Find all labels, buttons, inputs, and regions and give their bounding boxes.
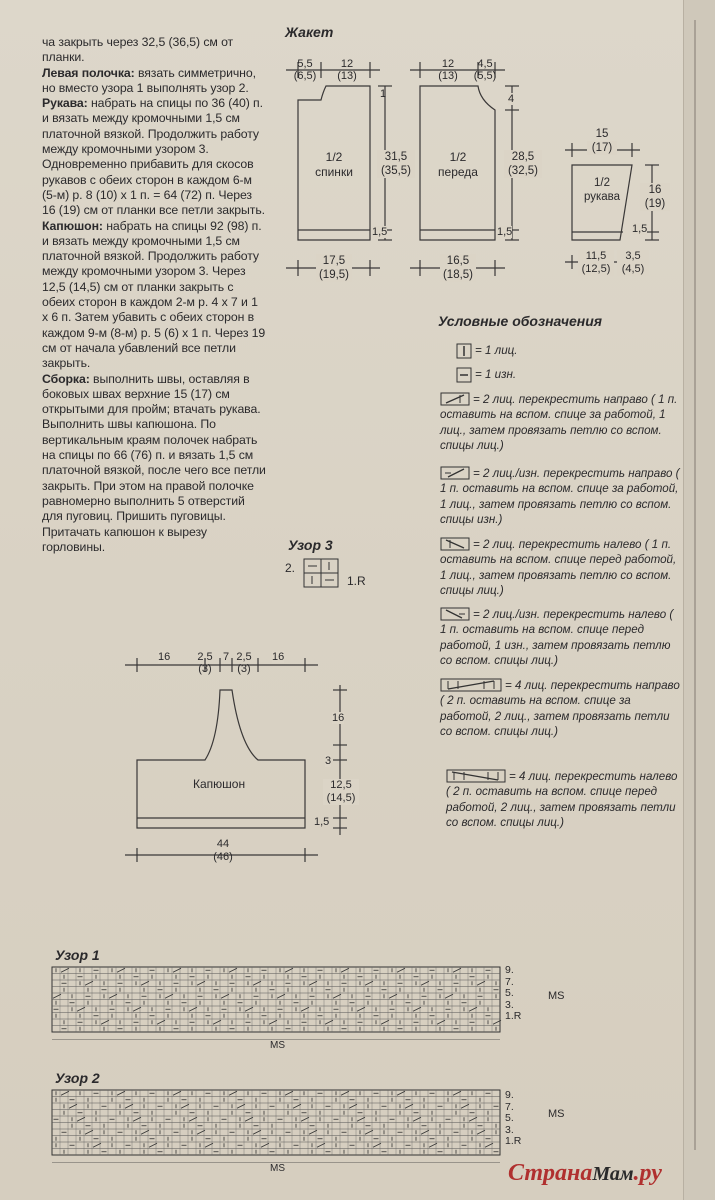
pattern1-row-numbers: 9. 7. 5. 3. 1.R [505,964,522,1022]
legend-item-cable-right: = 4 лиц. перекрестить направо ( 2 п. оставить на вспом. спице за работой, 2 лиц., затем провязать петли со вспом. спицы лиц.) [440,679,680,738]
legend-title: Условные обозначения [438,313,603,329]
sleeve-side: 16 (19) [640,183,670,211]
sleeve-band: 1,5 [632,223,648,235]
hood-top-3: 7 [223,651,230,663]
back-top-b: 12 (13) [337,58,357,82]
paragraph-sleeves: Рукава: набрать на спицы по 36 (40) п. и вязать между кромочными 1,5 см платочной вязкой. Продолжить работу между кромочными узором 3. Одновременно прибавить для скосов рукавов с обеих сторон в каждом 6-м (5-м) р. 8 (10) х 1 п. = 64 (72) п. Через 16 (19) см от планки все петли закрыть. [42,96,265,218]
legend-item-cable-left: = 4 лиц. перекрестить налево ( 2 п. оставить на вспом. спице перед работой, 2 лиц., затем провязать петли со вспом. спицы лиц.) [446,770,678,829]
legend-item-cross-right: = 2 лиц. перекрестить направо ( 1 п. оставить на вспом. спице за работой, 1 лиц., затем провязать петлю со вспом. спицы лиц.) [440,393,678,452]
legend-item-cross-left: = 2 лиц. перекрестить налево ( 1 п. оставить на вспом. спице перед работой, 1 лиц., затем провязать петлю со вспом. спицы лиц.) [440,538,677,597]
sleeve-label: 1/2 рукава [583,177,621,203]
front-band: 1,5 [497,226,513,238]
legend-item-knit: = 1 лиц. [456,343,696,359]
sleeve-top: 15 (17) [587,127,617,155]
pattern1-chart [50,965,550,1040]
pattern1-title: Узор 1 [55,947,100,963]
front-side: 28,5 (32,5) [504,150,542,178]
pattern3-chart [303,558,339,588]
knit-symbol-icon [456,343,472,359]
pattern2-ms-right: MS [548,1108,565,1120]
hood-top-5: 16 [272,651,285,663]
back-label: 1/2 спинки [315,150,353,179]
paragraph-continued: ча закрыть через 32,5 (36,5) см от планки. [42,35,234,65]
pattern1-ms-bottom: MS [270,1040,285,1051]
front-top-b: 4,5 (5,5) [473,58,497,82]
cross-left-symbol-icon [440,537,470,551]
cross-left-purl-symbol-icon [440,607,470,621]
back-band: 1,5 [372,226,388,238]
paragraph-assembly: Сборка: выполнить швы, оставляя в боковых швах верхние 15 (17) см открытыми для пройм; втачать рукава. Выполнить швы капюшона. По вертикальным краям полочек набрать на спицы по 66 (76) п. и вязать 1,5 см платочной вязкой, после чего все петли закрыть. При этом на правой полочке равномерно выполнить 5 отверстий для пуговиц. Пришить пуговицы. Притачать капюшон к вырезу горловины. [42,371,266,554]
hood-label: Капюшон [193,777,246,791]
hood-right-2: 3 [325,755,332,767]
heading-sleeves: Рукава: [42,96,88,111]
pattern2-ms-bottom: MS [270,1163,285,1174]
heading-left-front: Левая полочка: [42,65,135,80]
cross-right-purl-symbol-icon [440,466,470,480]
pattern3-row1: 1.R [347,574,366,588]
hood-right-4: 1,5 [314,816,330,828]
front-top-a: 12 (13) [438,58,458,82]
paragraph-hood: Капюшон: набрать на спицы 92 (98) п. и вязать между кромочными 1,5 см платочной вязкой. Продолжить работу между кромочными узором 3. Через 12,5 (14,5) см от планки закрыть с обеих сторон в каждом 2-м р. 4 х 7 и 1 х 6 п. Затем убавить с обеих сторон в каждом 9-м (8-м) р. 5 (6) х 1 п. Через 19 см от начала убавлений все петли закрыть. [42,218,266,371]
paragraph-left-front: Левая полочка: вязать симметрично, но вместо узора 1 выполнять узор 2. [42,65,256,95]
hood-outline [137,690,305,828]
legend-item-cross-left-purl: = 2 лиц./изн. перекрестить налево ( 1 п. оставить на вспом. спице перед работой, 1 изн., затем провязать петлю со вспом. спицы лиц.) [440,608,674,667]
heading-assembly: Сборка: [42,371,90,386]
heading-hood: Капюшон: [42,218,103,233]
purl-symbol-icon [456,367,472,383]
pattern2-row-numbers: 9. 7. 5. 3. 1.R [505,1089,522,1147]
hood-bottom: 44 (46) [213,838,233,863]
hood-right-3: 12,5 (14,5) [323,779,359,805]
cable-left-symbol-icon [446,769,506,783]
hood-top-1: 16 [158,651,171,663]
sleeve-bottom-a: 11,5 (12,5) [578,250,614,276]
front-label: 1/2 переда [438,150,478,179]
jacket-title: Жакет [285,24,334,40]
pattern3-title: Узор 3 [288,537,333,553]
back-side: 31,5 (35,5) [377,150,415,178]
cable-right-symbol-icon [440,678,502,692]
legend-item-cross-right-purl: = 2 лиц./изн. перекрестить направо ( 1 п. оставить на вспом. спице за работой, 1 лиц., затем провязать петлю со вспом. спицы изн.) [440,467,680,526]
site-watermark: СтранаМам.ру [508,1160,662,1186]
hood-top-4: 2,5 (3) [236,651,252,675]
sleeve-bottom-b: 3,5 (4,5) [617,250,649,276]
pattern3-row2: 2. [285,561,296,575]
pattern2-chart [50,1088,550,1163]
cross-right-symbol-icon [440,392,470,406]
back-neck: 1 [380,88,387,100]
front-bottom: 16,5 (18,5) [440,254,476,282]
front-neck: 4 [508,93,515,105]
pattern2-title: Узор 2 [55,1070,100,1086]
pattern1-ms-right: MS [548,990,565,1002]
legend-item-purl: = 1 изн. [456,367,696,383]
back-bottom: 17,5 (19,5) [316,254,352,282]
hood-right-1: 16 [332,712,345,724]
back-top-a: 5,5 (6,5) [293,58,317,82]
hood-top-2: 2,5 (3) [197,651,213,675]
